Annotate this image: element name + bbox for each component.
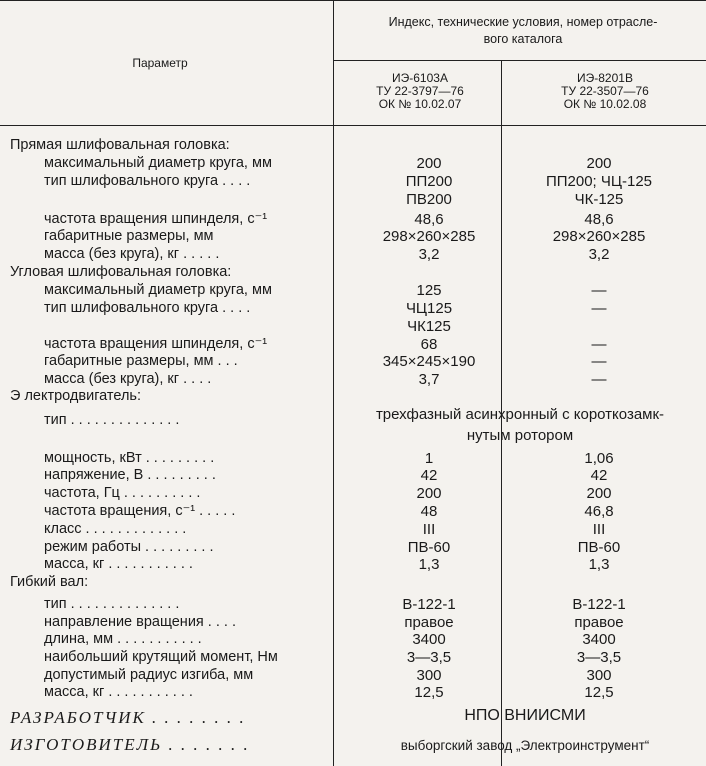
table-row: Э лектродвигатель: — [10, 388, 142, 404]
motor-type-label: тип . . . . . . . . . . . . . . — [44, 412, 180, 428]
table-row: масса, кг . . . . . . . . . . . 12,5 12,5 — [44, 684, 614, 701]
table-row: наибольший крутящий момент, Нм 3—3,5 3—3,5 — [44, 649, 622, 666]
table-row: частота вращения шпинделя, с⁻¹ 68 — — [44, 336, 607, 353]
table-row: тип . . . . . . . . . . . . . . В-122-1 В-122-1 — [44, 596, 626, 613]
table-row: класс . . . . . . . . . . . . . III III — [44, 521, 606, 538]
motor-type-value-2: нутым ротором — [466, 427, 574, 444]
table-row: масса (без круга), кг . . . . . 3,2 3,2 — [44, 246, 610, 263]
table-row: Угловая шлифовальная головка: — [10, 264, 232, 280]
maker-value: выборгский завод „Электроинструмент“ — [400, 738, 650, 753]
table-row: габаритные размеры, мм . . . 345×245×190 — — [44, 353, 607, 370]
header-group-label-2: вого каталога — [483, 32, 563, 46]
table-row: частота вращения шпинделя, с⁻¹ 48,6 48,6 — [44, 211, 614, 228]
col1-tu: ТУ 22-3797—76 — [376, 84, 464, 98]
table-row: напряжение, В . . . . . . . . . 42 42 — [44, 467, 608, 484]
table-row: ПВ200 ЧК-125 — [406, 191, 624, 208]
table-row: частота, Гц . . . . . . . . . . 200 200 — [44, 485, 612, 502]
motor-type-value-1: трехфазный асинхронный с короткозамк- — [375, 406, 665, 423]
table-row: режим работы . . . . . . . . . ПВ-60 ПВ-60 — [44, 539, 621, 556]
table-row: Прямая шлифовальная головка: — [10, 137, 230, 153]
col2-tu: ТУ 22-3507—76 — [561, 84, 649, 98]
table-row: тип шлифовального круга . . . . ПП200 ПП200; ЧЦ-125 — [44, 173, 653, 190]
developer-label: РАЗРАБОТЧИК . . . . . . . . — [10, 708, 246, 727]
maker-label: ИЗГОТОВИТЕЛЬ . . . . . . . — [10, 735, 250, 754]
header-group-label-1: Индекс, технические условия, номер отрасле- — [388, 15, 658, 29]
col1-catalog: ОК № 10.02.07 — [378, 97, 462, 111]
table-row: тип шлифовального круга . . . . ЧЦ125 — — [44, 300, 607, 317]
col1-index: ИЭ-6103А — [392, 71, 448, 85]
table-row: масса (без круга), кг . . . . 3,7 — — [44, 371, 607, 388]
top-rule — [0, 0, 706, 1]
table-row: масса, кг . . . . . . . . . . . 1,3 1,3 — [44, 556, 610, 573]
table-row: мощность, кВт . . . . . . . . . 1 1,06 — [44, 450, 614, 467]
header-param-label: Параметр — [132, 56, 188, 70]
flex-shaft-section: Гибкий вал: — [10, 574, 89, 590]
table-row: направление вращения . . . . правое правое — [44, 614, 624, 631]
table-row: допустимый радиус изгиба, мм 300 300 — [44, 667, 612, 684]
table-row: длина, мм . . . . . . . . . . . 3400 3400 — [44, 631, 616, 648]
table-row: максимальный диаметр круга, мм 125 — — [44, 282, 607, 299]
header-mid-rule — [333, 60, 706, 61]
col2-catalog: ОК № 10.02.08 — [563, 97, 647, 111]
table-row: максимальный диаметр круга, мм 200 200 — [44, 155, 612, 172]
table-row: габаритные размеры, мм 298×260×285 298×260×285 — [44, 228, 646, 245]
header-bottom-rule — [0, 125, 706, 126]
developer-value: НПО ВНИИСМИ — [464, 707, 586, 724]
table-row: частота вращения, с⁻¹ . . . . . 48 46,8 — [44, 503, 614, 520]
table-row: ЧК125 — [407, 318, 451, 335]
col2-index: ИЭ-8201В — [577, 71, 633, 85]
table-row — [0, 574, 706, 591]
